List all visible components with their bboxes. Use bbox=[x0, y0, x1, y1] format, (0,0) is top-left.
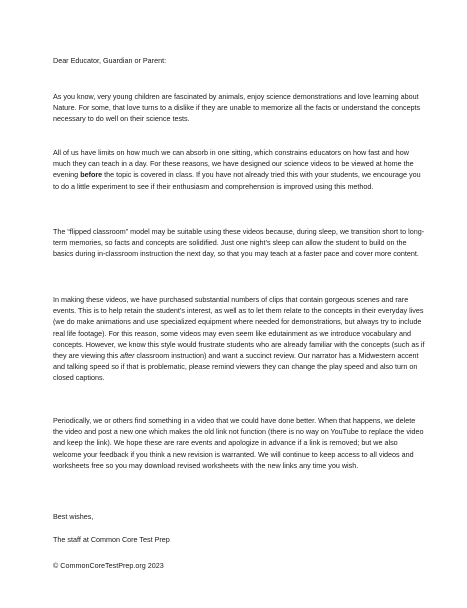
paragraph-limits-text-1: All of us have limits on how much we can absorb in one sitting, which constrains educators on how fast and how much they can teach in a day. For these reasons, we have designed our science videos to be viewed at home the evening bbox=[53, 148, 414, 180]
paragraph-video-production-text-1: In making these videos, we have purchased substantial numbers of clips that contain gorgeous scenes and rare events. This is to help retain the student’s interest, as well as to let them relate to the concepts in their everyday lives (we do make animations and use specialized equipment where needed for demonstrations, but always try to include real life footage). For this reason, some videos may even seem like edutainment as we introduce vocabulary and concepts. However, we know this style would frustrate students who are already familiar with the concepts (such as if they are viewing this bbox=[53, 295, 425, 361]
paragraph-video-production bbox=[53, 294, 425, 384]
paragraph-limits bbox=[53, 147, 425, 192]
salutation: Dear Educator, Guardian or Parent: bbox=[53, 56, 167, 65]
copyright-footer: © CommonCoreTestPrep.org 2023 bbox=[53, 561, 164, 570]
paragraph-flipped-classroom: The “flipped classroom” model may be suitable using these videos because, during sleep, we transition short to long-term memories, so facts and concepts are solidified. Just one night’s sleep can allow the student to build on the basics during in-classroom instruction the next day, so that you may teach at a faster pace and cover more content. bbox=[53, 227, 425, 259]
paragraph-video-production-text-2: classroom instruction) and want a succinct review. Our narrator has a Midwestern accent and talking speed so if that is problematic, please remind viewers they can change the play speed and also turn on closed captions. bbox=[53, 351, 419, 383]
emphasis-before: before bbox=[80, 170, 103, 180]
emphasis-after: after bbox=[120, 351, 135, 361]
paragraph-limits-text-2: the topic is covered in class. If you have not already tried this with your students, we encourage you to do a little experiment to see if their enthusiasm and comprehension is improved using this method. bbox=[53, 170, 421, 191]
closing: Best wishes, bbox=[53, 512, 94, 521]
paragraph-revisions: Periodically, we or others find something in a video that we could have done better. When that happens, we delete the video and post a new one which makes the old link not function (there is no way on YouTube to replace the video and keep the link). We hope these are rare events and apologize in advance if a link is removed; but we also welcome your feedback if you think a new revision is warranted. We will continue to keep access to all videos and worksheets free so you may download revised worksheets with the new links any time you wish. bbox=[53, 416, 424, 470]
paragraph-intro: As you know, very young children are fascinated by animals, enjoy science demonstrations and love learning about Nature. For some, that love turns to a dislike if they are unable to memorize all the facts or understand the concepts necessary to do well on their science tests. bbox=[53, 92, 421, 124]
signature: The staff at Common Core Test Prep bbox=[53, 535, 170, 544]
